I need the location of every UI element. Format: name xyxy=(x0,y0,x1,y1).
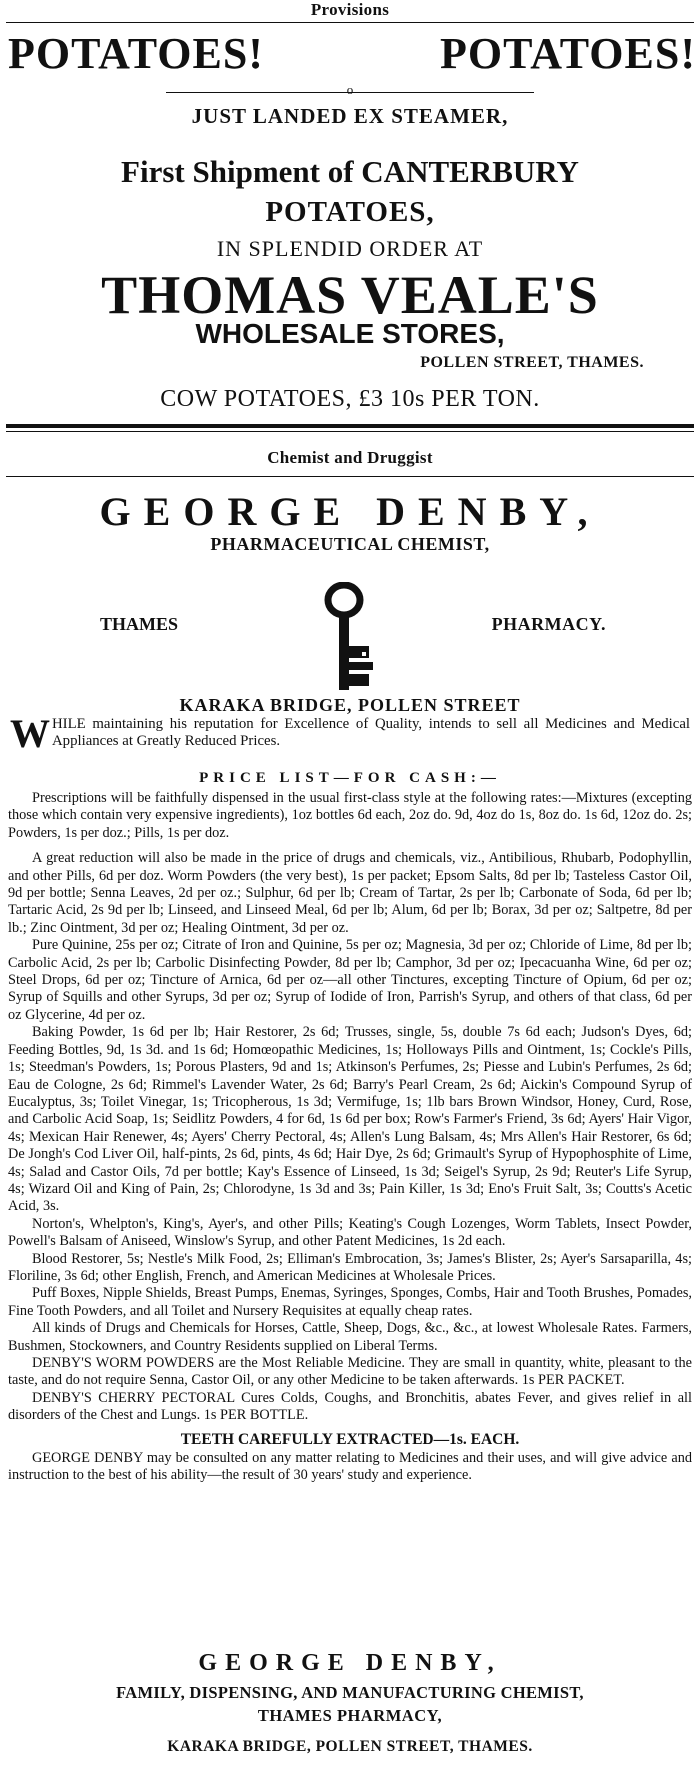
paragraph-quinine: Pure Quinine, 25s per oz; Citrate of Iron and Quinine, 5s per oz; Magnesia, 3d per oz; Chloride of Lime, 8d per lb; Carbolic Acid, 2s per lb; Carbolic Disinfecting Powder, 8d per lb; Camphor, 3d per oz; Ipecacuanha Wine, 6d per oz; Steel Drops, 6d per oz; Tincture of Arnica, 6d per oz—all other Tinctures, excepting Tincture of Opium, 6d per oz; Syrup of Squills and other Syrups, 3d per oz; Syrup of Iodide of Iron, Parrish's Syrup, and others of that class, 6d per oz Glycerine, 4d per oz. xyxy=(8,937,692,1023)
merchant-name: THOMAS VEALE'S xyxy=(101,265,599,325)
chemist-section-label: Chemist and Druggist xyxy=(267,448,433,467)
thames-word: THAMES xyxy=(100,614,179,634)
landed-line: JUST LANDED EX STEAMER, xyxy=(191,104,509,128)
intro-paragraph xyxy=(10,711,690,756)
paragraph-toilet: Puff Boxes, Nipple Shields, Breast Pumps, Enemas, Syringes, Sponges, Combs, Hair and Tooth Brushes, Pomades, Fine Tooth Powders, and all Toilet and Nursery Requisites at equally cheap rates. xyxy=(8,1285,692,1319)
pharmacy-word: PHARMACY. xyxy=(491,614,606,634)
paragraph-drugs: A great reduction will also be made in the price of drugs and chemicals, viz., Antibilious, Rhubarb, Podophyllin, and other Pills, 6d per doz. Worm Powders (the very best), 1s per packet; Epsom Salts, 8d per lb; Tasteless Castor Oil, 9d per bottle; Senna Leaves, 2d per oz.; Sulphur, 6d per lb; Cream of Tartar, 2s per lb; Carbonate of Soda, 6d per lb; Tartaric Acid, 2s 9d per lb; Linseed, and Linseed Meal, 6d per lb; Alum, 6d per lb; Borax, 3d per oz; Saltpetre, 8d per lb.; Zinc Ointment, 3d per oz; Healing Ointment, 3d per oz. xyxy=(8,850,692,936)
footer-pharmacy: THAMES PHARMACY, xyxy=(257,1706,443,1725)
paragraph-cherry-pectoral: DENBY'S CHERRY PECTORAL Cures Colds, Coughs, and Bronchitis, abates Fever, and gives relief in all disorders of the Chest and Lungs. 1s PER BOTTLE. xyxy=(8,1389,692,1424)
potatoes-line: POTATOES, xyxy=(265,196,435,228)
section-divider-1 xyxy=(6,424,694,428)
shipment-line: First Shipment of CANTERBURY xyxy=(121,154,579,189)
top-rule xyxy=(6,22,694,23)
chemist-name: GEORGE DENBY, xyxy=(99,489,601,534)
headline-right: POTATOES! xyxy=(440,29,696,78)
chemist-address: KARAKA BRIDGE, POLLEN STREET xyxy=(179,695,521,715)
teeth-line: TEETH CAREFULLY EXTRACTED—1s. EACH. xyxy=(180,1430,520,1448)
footer-title: FAMILY, DISPENSING, AND MANUFACTURING CHEMIST, xyxy=(116,1683,584,1702)
paragraph-prescriptions: Prescriptions will be faithfully dispensed in the usual first-class style at the following rates:—Mixtures (excepting those which contain very expensive ingredients), 1oz bottles 6d each, 2oz do. 9d, 4oz do 1s, 8oz do. 1s 6d, 12oz do. 2s; Powders, 1s per doz.; Pills, 1s per doz. xyxy=(8,790,692,841)
stores-line: WHOLESALE STORES, xyxy=(195,318,505,349)
headline-left: POTATOES! xyxy=(8,29,264,78)
footer-address: KARAKA BRIDGE, POLLEN STREET, THAMES. xyxy=(167,1738,533,1755)
paragraph-animals: All kinds of Drugs and Chemicals for Horses, Cattle, Sheep, Dogs, &c., &c., at lowest Wholesale Rates. Farmers, Bushmen, Stockowners, and Country Residents supplied on Liberal Terms. xyxy=(8,1320,692,1354)
potatoes-headline xyxy=(6,28,698,79)
price-list-body xyxy=(8,790,692,1485)
paragraph-blood-restorer: Blood Restorer, 5s; Nestle's Milk Food, 2s; Elliman's Embrocation, 3s; James's Blister, 2s; Ayer's Sarsaparilla, 4s; Floriline, 3s 6d; other English, French, and American Medicines at Wholesale Prices. xyxy=(8,1250,692,1284)
order-line: IN SPLENDID ORDER AT xyxy=(216,236,484,261)
price-line: COW POTATOES, £3 10s PER TON. xyxy=(160,386,540,412)
newspaper-page xyxy=(6,0,694,1770)
paragraph-sundries: Baking Powder, 1s 6d per lb; Hair Restorer, 2s 6d; Trusses, single, 5s, double 7s 6d each; Judson's Dyes, 6d; Feeding Bottles, 9d, 1s 3d. and 1s 6d; Homœopathic Medicines, 1s; Holloways Pills and Ointment, 1s; Cockle's Pills, 1s; Steedman's Powders, 1s; Porous Plasters, 9d and 1s; Atkinson's Perfumes, 2s; Piesse and Lubin's Perfumes, 2s 6d; Eau de Cologne, 2s 6d; Rimmel's Lavender Water, 2s 6d; Barry's Pearl Cream, 2s 6d; Aickin's Compound Syrup of Eucalyptus, 3s; Toilet Vinegar, 1s; Tricopherous, 1s 3d; Vermifuge, 1s; 1lb bars Brown Windsor, Honey, Curd, Rose, and Carbolic Acid Soap, 1s; Seidlitz Powders, 4 for 6d, 1s 6d per box; Row's Farmer's Friend, 3s 6d; Ayers' Hair Vigor, 4s; Mexican Hair Renewer, 4s; Ayers' Cherry Pectoral, 4s; Allen's Lung Balsam, 4s; Mrs Allen's Hair Restorer, 6s 6d; De Jongh's Cod Liver Oil, half-pints, 2s 6d, pints, 4s 6d; Hair Dye, 2s 6d; Grimault's Syrup of Hypophosphite of Lime, 4s; Salad and Castor Oils, 7d per bottle; Kay's Essence of Linseed, 1s 3d; Seigel's Syrup, 2s 9d; Reuter's Life Syrup, 4s; Wizard Oil and King of Pain, 2s; Chlorodyne, 1s 3d and 3s; Pain Killer, 1s 3d; Eno's Fruit Salt, 3s; Coutts's Acetic Acid, 3s. xyxy=(8,1024,692,1215)
ornament: o xyxy=(346,82,354,97)
paragraph-consult: GEORGE DENBY may be consulted on any matter relating to Medicines and their uses, and will give advice and instruction to the best of his ability—the result of 30 years' study and experience. xyxy=(8,1450,692,1484)
key-icon xyxy=(324,582,376,692)
chemist-rule xyxy=(6,476,694,477)
section-divider-2 xyxy=(6,431,694,432)
intro-text: HILE maintaining his reputation for Excellence of Quality, intends to sell all Medicines and Medical Appliances at Greatly Reduced Prices. xyxy=(52,716,690,750)
merchant-address: POLLEN STREET, THAMES. xyxy=(420,354,644,371)
price-list-heading: PRICE LIST—FOR CASH:— xyxy=(199,770,501,786)
footer-name: GEORGE DENBY, xyxy=(198,1650,502,1676)
provisions-section-label: Provisions xyxy=(310,0,390,19)
intro-dropcap: W xyxy=(10,711,50,756)
chemist-title: PHARMACEUTICAL CHEMIST, xyxy=(210,534,490,554)
paragraph-worm-powders: DENBY'S WORM POWDERS are the Most Reliable Medicine. They are small in quantity, white, pleasant to the taste, and do not require Senna, Castor Oil, or any other Medicine to be taken afterwards. 1s PER PACKET. xyxy=(8,1355,692,1389)
paragraph-pills: Norton's, Whelpton's, King's, Ayer's, and other Pills; Keating's Cough Lozenges, Worm Tablets, Insect Powder, Powell's Balsam of Aniseed, Winslow's Syrup, and other Patent Medicines, 1s 2d each. xyxy=(8,1215,692,1250)
